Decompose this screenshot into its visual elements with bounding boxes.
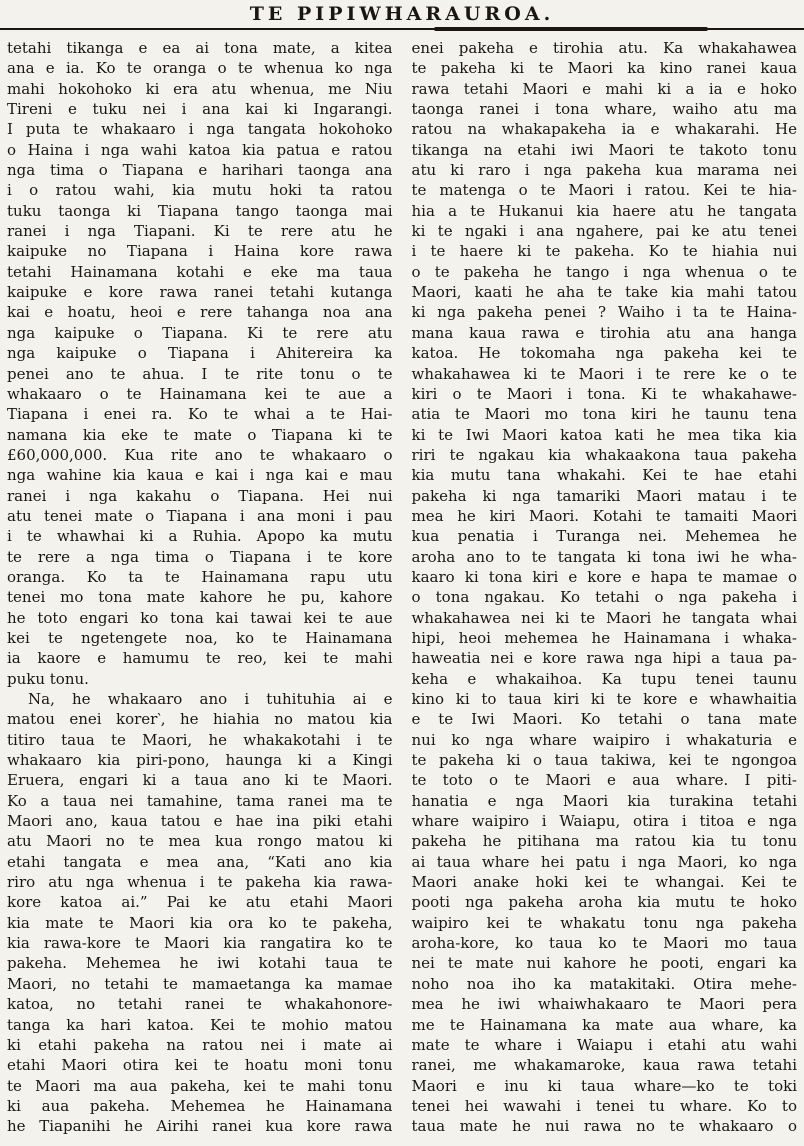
text-line: mahi hokohoko ki era atu whenua, me Niu (7, 79, 393, 98)
masthead-title: TE PIPIWHARAUROA. (249, 3, 555, 25)
text-line: £60,000,000. Kua rite ano te whakaaro o (7, 445, 393, 464)
text-line: kua penatia i Turanga nei. Mehemea he (411, 527, 797, 546)
text-line: rawa tetahi Maori e mahi ki a ia e hoko (411, 79, 797, 98)
text-line: noho noa iho ka matakitaki. Otira mehe- (411, 974, 797, 993)
text-line: Na, he whakaaro ano i tuhituhia ai e (28, 690, 393, 708)
text-line: enei pakeha e tirohia atu. Ka whakahawea (411, 39, 797, 57)
text-line: namana kia eke te mate o Tiapana ki te (7, 425, 393, 444)
text-line: i te whawhai ki a Ruhia. Apopo ka mutu (7, 527, 393, 546)
text-line: Maori ano, kaua tatou e hae ina piki etahi (7, 812, 393, 831)
text-line: ki te Iwi Maori katoa kati he mea tika kia (411, 425, 797, 444)
text-line: i o ratou wahi, kia mutu hoki ta ratou (7, 181, 393, 200)
header-rule (0, 26, 804, 32)
text-line: riri te ngakau kia whakaakona taua pakeha (411, 445, 797, 464)
text-line: te Maori ma aua pakeha, kei te mahi tonu (7, 1076, 393, 1095)
text-line: haweatia nei e kore rawa nga hipi a taua pa- (411, 649, 797, 668)
text-line: I puta te whakaaro i nga tangata hokohoko (7, 120, 393, 139)
text-line: kei te ngetengete noa, ko te Hainamana (7, 628, 393, 647)
text-line: ki aua pakeha. Mehemea he Hainamana (7, 1096, 393, 1115)
text-line: o te pakeha he tango i nga whenua o te (411, 262, 797, 281)
text-line: etahi tangata e mea ana, “Kati ano kia (7, 852, 393, 871)
text-line: tetahi Hainamana kotahi e eke ma taua (7, 262, 393, 281)
text-line: taua mate he nui rawa no te whakaaro o (411, 1117, 797, 1136)
text-line: ranei, me whakamaroke, kaua rawa tetahi (411, 1056, 797, 1075)
text-line: te matenga o te Maori i ratou. Kei te hia- (411, 181, 797, 200)
text-line: kia rawa-kore te Maori kia rangatira ko te (7, 934, 393, 953)
text-columns (0, 38, 804, 1137)
text-line: whakaaro kia piri-pono, haunga ki a Kingi (7, 751, 393, 770)
text-line: tetahi tikanga e ea ai tona mate, a kitea (7, 39, 393, 57)
text-line: Ko a taua nei tamahine, tama ranei ma te (7, 791, 393, 810)
text-line: mea he iwi whaiwhakaaro te Maori pera (411, 995, 797, 1014)
text-line: Tiapana i enei ra. Ko te whai a te Hai- (7, 405, 393, 424)
text-line: waipiro kei te whakatu tonu nga pakeha (411, 913, 797, 932)
text-line: he toto engari ko tona kai tawai kei te aue (7, 608, 393, 627)
text-line: riro atu nga whenua i te pakeha kia rawa- (7, 873, 393, 892)
text-line: titiro taua te Maori, he whakakotahi i te (7, 730, 393, 749)
text-line: mana kaua rawa e tirohia atu ana hanga (411, 323, 797, 342)
text-line: ranei i nga kakahu o Tiapana. Hei nui (7, 486, 393, 505)
text-line: nga tima o Tiapana e harihari taonga ana (7, 161, 393, 180)
text-line: Maori anake hoki kei te whangai. Kei te (411, 873, 797, 892)
text-line: whakaaro o te Hainamana kei te aue a (7, 384, 393, 403)
text-line: atia te Maori mo tona kiri he taunu tena (411, 405, 797, 424)
text-line: ranei i nga Tiapani. Ki te rere atu he (7, 222, 393, 241)
text-line: tikanga na etahi iwi Maori te takoto tonu (411, 140, 797, 159)
text-line: nei te mate nui kahore he pooti, engari ka (411, 954, 797, 973)
text-line: tenei hei wawahi i tenei tu whare. Ko to (411, 1096, 797, 1115)
text-line: whare waipiro i Waiapu, otira i titoa e nga (411, 812, 797, 831)
text-line: o tona ngakau. Ko tetahi o nga pakeha i (411, 588, 797, 607)
text-line: Maori, no tetahi te mamaetanga ka mamae (7, 974, 393, 993)
text-line: e te Iwi Maori. Ko tetahi o tana mate (411, 710, 797, 729)
text-line: kia mate te Maori kia ora ko te pakeha, (7, 913, 393, 932)
text-line: tenei mo tona mate kahore he pu, kahore (7, 588, 393, 607)
text-line: kai e hoatu, heoi e rere tahanga noa ana (7, 303, 393, 322)
text-line: penei ano te ahua. I te rite tonu o te (7, 364, 393, 383)
text-line: Maori, kaati he aha te take kia mahi tatou (411, 283, 797, 302)
text-line: te pakeha ki te Maori ka kino ranei kaua (411, 59, 797, 78)
text-line: oranga. Ko ta te Hainamana rapu utu (7, 567, 393, 586)
text-line: te pakeha ki o taua takiwa, kei te ngongoa (411, 751, 797, 770)
text-line: ai taua whare hei patu i nga Maori, ko nga (411, 852, 797, 871)
text-line: kia mutu tana whakahi. Kei te hae etahi (411, 466, 797, 485)
text-line: ki te ngaki i ana ngahere, pai ke atu tenei (411, 222, 797, 241)
text-line: atu Maori no te mea kua rongo matou ki (7, 832, 393, 851)
text-line: kiri o te Maori i tona. Ki te whakahawe- (411, 384, 797, 403)
text-line: nui ko nga whare waipiro i whakaturia e (411, 730, 797, 749)
text-line: pooti nga pakeha aroha kia mutu te hoko (411, 893, 797, 912)
text-line: ratou na whakapakeha ia e whakarahi. He (411, 120, 797, 139)
text-line: atu tenei mate o Tiapana i ana moni i pau (7, 506, 393, 525)
text-line: me te Hainamana ka mate aua whare, ka (411, 1015, 797, 1034)
text-line: mate te whare i Waiapu i etahi atu wahi (411, 1035, 797, 1054)
text-line: matou enei korer‵, he hiahia no matou kia (7, 710, 393, 729)
text-line: hipi, heoi mehemea he Hainamana i whaka- (411, 628, 797, 647)
text-line: kino ki to taua kiri ki te kore e whawhaitia (411, 690, 797, 708)
text-line: nga wahine kia kaua e kai i nga kai e mau (7, 466, 393, 485)
text-line: etahi Maori otira kei te hoatu moni tonu (7, 1056, 393, 1075)
text-line: katoa. He tokomaha nga pakeha kei te (411, 344, 797, 363)
text-line: pakeha. Mehemea he iwi kotahi taua te (7, 954, 393, 973)
text-line: te rere a nga tima o Tiapana i te kore (7, 547, 393, 566)
text-line: aroha-kore, ko taua ko te Maori mo taua (411, 934, 797, 953)
text-line: te toto o te Maori e aua whare. I piti- (411, 771, 797, 790)
text-line: whakahawea ki te Maori i te rere ke o te (411, 364, 797, 383)
text-line: puku tonu. (7, 669, 89, 688)
text-line: o Haina i nga wahi katoa kia patua e ratou (7, 140, 393, 159)
text-line: ia kaore e hamumu te reo, kei te mahi (7, 649, 393, 668)
column-right (412, 38, 798, 1137)
text-line: pakeha ki nga tamariki Maori matau i te (411, 486, 797, 505)
text-line: pakeha he pitihana ma ratou kia tu tonu (411, 832, 797, 851)
text-line: taonga ranei i tona whare, waiho atu ma (411, 100, 797, 119)
text-line: hia a te Hukanui kia haere atu he tangata (411, 201, 797, 220)
text-line: kaipuke e kore rawa ranei tetahi kutanga (7, 283, 393, 302)
text-line: keha e whakaihoa. Ka tupu tenei taunu (411, 669, 797, 688)
header-rule-heavy-segment (434, 27, 707, 31)
text-line: kaaro ki tona kiri e kore e hapa te mamae o (411, 567, 797, 586)
text-line: aroha ano to te tangata ki tona iwi he wha- (411, 547, 797, 566)
text-line: nga kaipuke o Tiapana. Ki te rere atu (7, 323, 393, 342)
text-line: Tireni e tuku nei i ana kai ki Ingarangi. (7, 100, 393, 119)
text-line: kaipuke no Tiapana i Haina kore rawa (7, 242, 393, 261)
column-left (7, 38, 393, 1137)
text-line: nga kaipuke o Tiapana i Ahitereira ka (7, 344, 393, 363)
text-line: ki etahi pakeha na ratou nei i mate ai (7, 1035, 393, 1054)
text-line: ana e ia. Ko te oranga o te whenua ko nga (7, 59, 393, 78)
text-line: hanatia e nga Maori kia turakina tetahi (411, 791, 797, 810)
text-line: whakahawea nei ki te Maori he tangata whai (411, 608, 797, 627)
text-line: atu ki raro i nga pakeha kua marama nei (411, 161, 797, 180)
text-line: Maori e inu ki taua whare—ko te toki (411, 1076, 797, 1095)
text-line: he Tiapanihi he Airihi ranei kua kore rawa (7, 1117, 393, 1136)
text-line: Eruera, engari ki a taua ano ki te Maori. (7, 771, 393, 790)
text-line: tuku taonga ki Tiapana tango taonga mai (7, 201, 393, 220)
text-line: kore katoa ai.” Pai ke atu etahi Maori (7, 893, 393, 912)
text-line: mea he kiri Maori. Kotahi te tamaiti Maori (411, 506, 797, 525)
text-line: ki nga pakeha penei ? Waiho i ta te Haina- (411, 303, 797, 322)
text-line: tanga ka hari katoa. Kei te mohio matou (7, 1015, 393, 1034)
text-line: i te haere ki te pakeha. Ko te hiahia nui (411, 242, 797, 261)
text-line: katoa, no tetahi ranei te whakahonore- (7, 995, 393, 1014)
